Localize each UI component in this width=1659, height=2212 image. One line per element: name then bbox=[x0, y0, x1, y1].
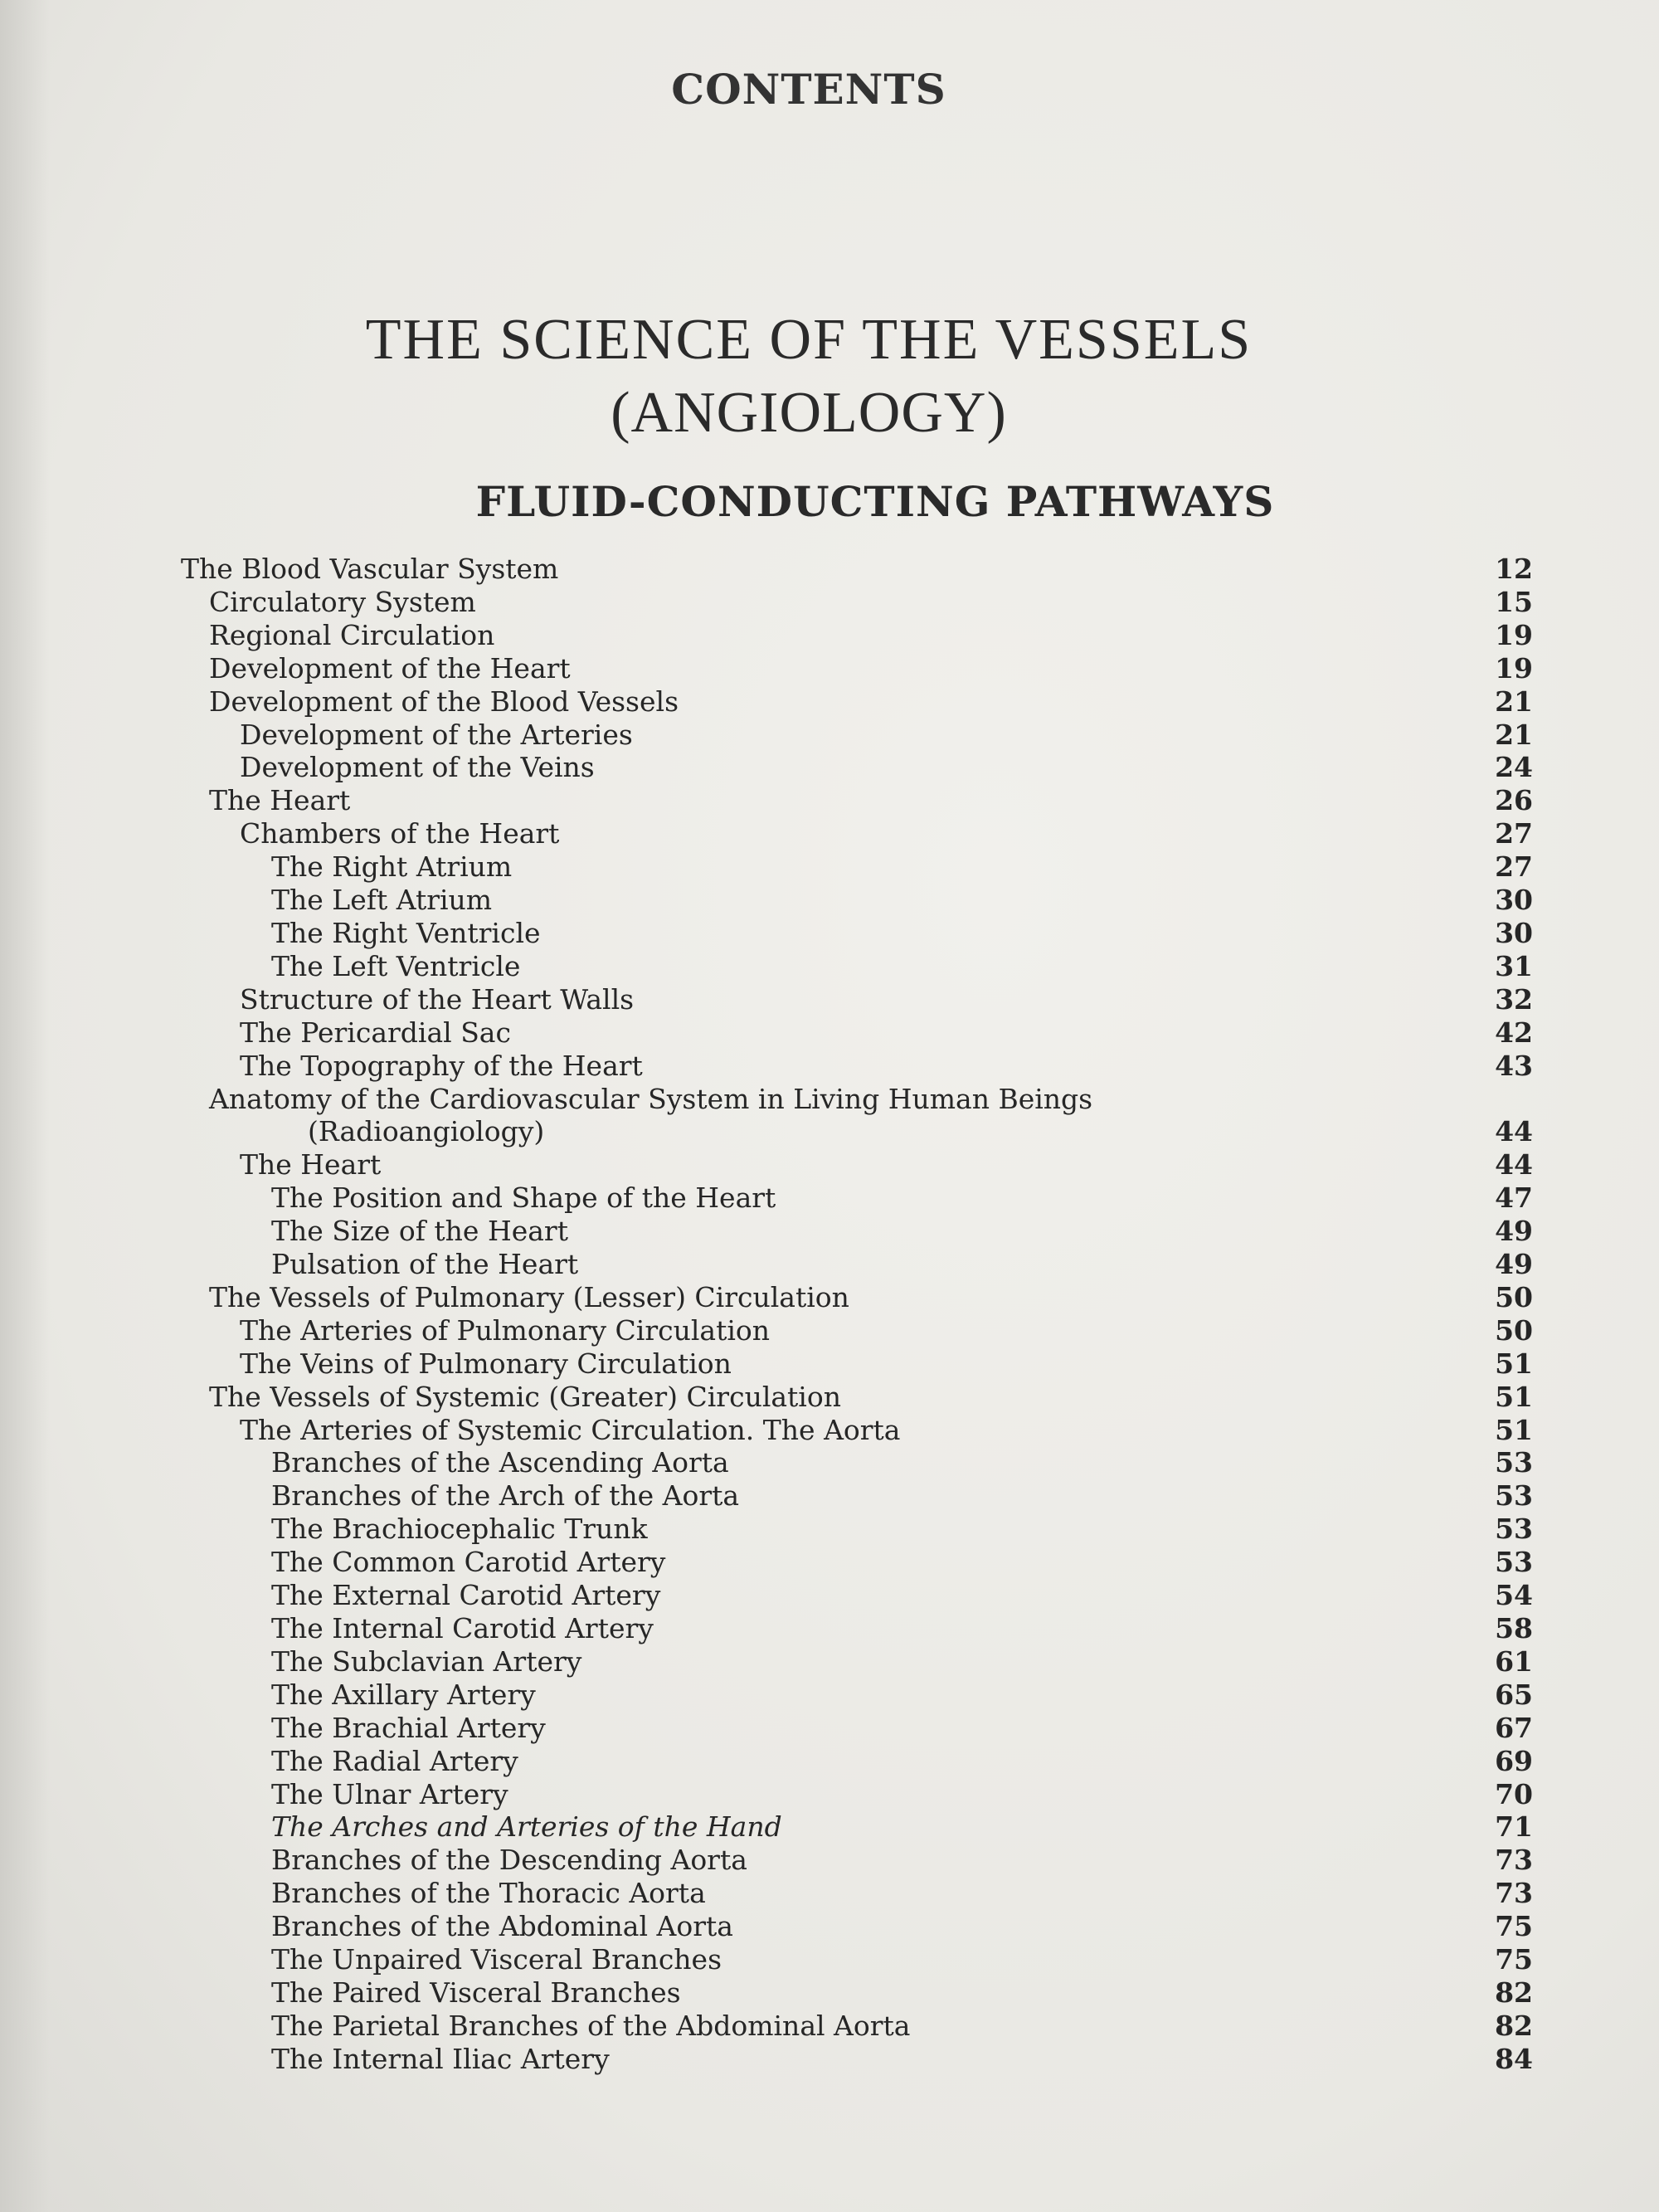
toc-entry bbox=[181, 1910, 1533, 1943]
toc-entry bbox=[181, 1347, 1533, 1381]
toc-entry-title bbox=[181, 917, 541, 950]
part-subtitle: (ANGIOLOGY) bbox=[611, 381, 1007, 445]
toc-entry bbox=[181, 817, 1533, 850]
toc-entry-title bbox=[181, 1248, 578, 1281]
toc-entry bbox=[181, 1612, 1533, 1645]
toc-page-number: 47 bbox=[1495, 1182, 1533, 1215]
toc-entry-title bbox=[181, 1712, 546, 1745]
toc-page-number: 51 bbox=[1495, 1347, 1533, 1380]
toc-entry-title bbox=[181, 1943, 722, 1976]
toc-entry-title bbox=[181, 1844, 747, 1877]
toc-entry-title bbox=[181, 553, 558, 586]
toc-page-number: 30 bbox=[1495, 884, 1533, 917]
toc-entry bbox=[181, 2010, 1533, 2043]
table-of-contents bbox=[181, 553, 1533, 2076]
toc-entry-title bbox=[181, 1745, 518, 1778]
toc-entry-title bbox=[181, 1381, 841, 1414]
toc-entry bbox=[181, 1712, 1533, 1745]
toc-entry-title bbox=[181, 652, 571, 685]
toc-entry-title bbox=[181, 1877, 706, 1910]
toc-entry bbox=[181, 1446, 1533, 1479]
toc-entry-title-text: The Radial Artery bbox=[271, 1744, 518, 1777]
toc-page-number: 54 bbox=[1495, 1579, 1533, 1612]
toc-page-number: 32 bbox=[1495, 982, 1533, 1016]
toc-page-number: 15 bbox=[1495, 585, 1533, 618]
toc-entry-title-text: Anatomy of the Cardiovascular System in Living Human Beings bbox=[209, 1082, 1093, 1115]
toc-entry-title bbox=[181, 950, 520, 983]
toc-entry bbox=[181, 1381, 1533, 1414]
toc-entry bbox=[181, 1016, 1533, 1050]
toc-page-number: 58 bbox=[1495, 1612, 1533, 1644]
toc-entry-title-text: The Brachial Artery bbox=[271, 1711, 546, 1744]
toc-entry-title bbox=[181, 719, 633, 752]
toc-page-number: 30 bbox=[1495, 916, 1533, 949]
toc-entry-title-text: The Heart bbox=[240, 1148, 382, 1182]
toc-entry-title-text: The Ulnar Artery bbox=[271, 1777, 508, 1810]
toc-entry bbox=[181, 1248, 1533, 1281]
toc-page-number: 21 bbox=[1495, 718, 1533, 751]
toc-entry-title-text: Development of the Blood Vessels bbox=[209, 685, 679, 718]
toc-page-number: 73 bbox=[1495, 1877, 1533, 1910]
toc-entry-title bbox=[181, 2010, 910, 2043]
toc-entry bbox=[181, 1976, 1533, 2010]
toc-entry-title-text: The Pericardial Sac bbox=[240, 1016, 511, 1049]
toc-entry-title bbox=[181, 1976, 681, 2010]
toc-entry-title-text: Chambers of the Heart bbox=[240, 817, 560, 850]
toc-entry bbox=[181, 917, 1533, 950]
toc-entry-title-text: The Right Atrium bbox=[271, 850, 513, 884]
toc-page-number: 51 bbox=[1495, 1380, 1533, 1413]
toc-entry bbox=[181, 1579, 1533, 1612]
toc-entry-title bbox=[181, 983, 634, 1016]
toc-entry-title bbox=[181, 1513, 648, 1546]
section-title: FLUID-CONDUCTING PATHWAYS bbox=[475, 477, 1275, 526]
toc-entry bbox=[181, 784, 1533, 817]
toc-entry-title bbox=[181, 1446, 729, 1479]
toc-page-number: 65 bbox=[1495, 1678, 1533, 1711]
toc-page-number: 67 bbox=[1495, 1711, 1533, 1744]
toc-entry-title-text: Regional Circulation bbox=[209, 618, 495, 651]
toc-entry-title bbox=[181, 1016, 511, 1050]
toc-entry-continuation: (Radioangiology) bbox=[308, 1115, 545, 1148]
contents-header: CONTENTS bbox=[671, 65, 946, 114]
toc-entry-title-text: The Topography of the Heart bbox=[240, 1049, 643, 1082]
toc-entry-title-text: Development of the Veins bbox=[240, 751, 595, 784]
toc-page-number: 53 bbox=[1495, 1479, 1533, 1513]
toc-entry bbox=[181, 1513, 1533, 1546]
toc-entry-title-text: The Vessels of Pulmonary (Lesser) Circulation bbox=[209, 1280, 849, 1313]
toc-entry-title-text: The Subclavian Artery bbox=[271, 1644, 582, 1678]
toc-entry-title-text: The Axillary Artery bbox=[271, 1678, 536, 1711]
toc-page-number: 61 bbox=[1495, 1644, 1533, 1678]
toc-entry bbox=[181, 2043, 1533, 2076]
toc-page-number: 69 bbox=[1495, 1744, 1533, 1777]
toc-entry-title-text: Branches of the Arch of the Aorta bbox=[271, 1479, 740, 1513]
toc-page-number: 24 bbox=[1495, 751, 1533, 784]
toc-page-number: 49 bbox=[1495, 1248, 1533, 1281]
toc-entry-title bbox=[181, 1579, 660, 1612]
toc-entry-title bbox=[181, 1182, 776, 1215]
toc-entry-title bbox=[181, 2043, 610, 2076]
toc-entry-title bbox=[181, 884, 492, 917]
toc-entry-title-text: The External Carotid Artery bbox=[271, 1579, 661, 1612]
toc-entry bbox=[181, 719, 1533, 752]
toc-entry-title-text: The Parietal Branches of the Abdominal Aorta bbox=[271, 2009, 911, 2042]
toc-entry bbox=[181, 884, 1533, 917]
toc-page-number: 71 bbox=[1495, 1810, 1533, 1844]
toc-entry-title-text: The Right Ventricle bbox=[271, 916, 541, 949]
toc-page-number: 27 bbox=[1495, 817, 1533, 850]
toc-entry-title-text: The Heart bbox=[209, 784, 351, 817]
toc-entry-title bbox=[181, 1546, 665, 1579]
toc-entry-title bbox=[181, 1050, 643, 1083]
toc-entry bbox=[181, 1050, 1533, 1083]
toc-page-number: 75 bbox=[1495, 1910, 1533, 1943]
part-title: THE SCIENCE OF THE VESSELS bbox=[365, 308, 1253, 372]
toc-page-number: 44 bbox=[1495, 1148, 1533, 1182]
toc-entry-title bbox=[181, 1314, 770, 1347]
toc-page-number: 51 bbox=[1495, 1413, 1533, 1446]
toc-entry-title-text: The Internal Carotid Artery bbox=[271, 1612, 654, 1644]
toc-entry-title-text: Development of the Arteries bbox=[240, 718, 633, 751]
toc-entry bbox=[181, 1414, 1533, 1447]
toc-entry-title bbox=[181, 685, 679, 719]
toc-page-number: 82 bbox=[1495, 1976, 1533, 2009]
toc-entry-title bbox=[181, 1612, 654, 1645]
toc-entry bbox=[181, 1943, 1533, 1976]
toc-entry bbox=[181, 1844, 1533, 1877]
toc-entry-title bbox=[181, 1678, 536, 1712]
toc-entry bbox=[181, 850, 1533, 884]
toc-entry bbox=[181, 619, 1533, 652]
toc-entry bbox=[181, 1148, 1533, 1182]
toc-page-number: 12 bbox=[1495, 553, 1533, 585]
toc-page-number: 43 bbox=[1495, 1049, 1533, 1082]
toc-entry bbox=[181, 1083, 1533, 1149]
toc-entry bbox=[181, 1778, 1533, 1811]
toc-entry-title-text: The Arteries of Systemic Circulation. The Aorta bbox=[240, 1413, 901, 1446]
toc-entry-title bbox=[181, 1414, 900, 1447]
toc-entry bbox=[181, 1745, 1533, 1778]
toc-entry-title bbox=[181, 751, 595, 784]
toc-entry bbox=[181, 1810, 1533, 1844]
toc-page-number: 53 bbox=[1495, 1546, 1533, 1579]
toc-entry-title-text: Branches of the Thoracic Aorta bbox=[271, 1877, 706, 1910]
toc-entry-title bbox=[181, 586, 476, 619]
toc-entry-title-text: Pulsation of the Heart bbox=[271, 1248, 579, 1281]
toc-entry bbox=[181, 1479, 1533, 1513]
toc-entry-title-text: The Paired Visceral Branches bbox=[271, 1976, 681, 2009]
toc-entry bbox=[181, 1645, 1533, 1678]
toc-entry-title bbox=[181, 784, 350, 817]
toc-entry bbox=[181, 751, 1533, 784]
toc-entry-title-text: The Common Carotid Artery bbox=[271, 1546, 666, 1579]
toc-entry-title bbox=[181, 1479, 739, 1513]
toc-entry-title-text: The Veins of Pulmonary Circulation bbox=[240, 1347, 732, 1380]
toc-page-number: 50 bbox=[1495, 1280, 1533, 1313]
toc-entry-title bbox=[181, 1910, 733, 1943]
toc-entry-title-text: The Size of the Heart bbox=[271, 1215, 568, 1248]
toc-page-number: 53 bbox=[1495, 1513, 1533, 1546]
toc-entry bbox=[181, 586, 1533, 619]
toc-page-number: 31 bbox=[1495, 949, 1533, 982]
toc-page-number: 44 bbox=[1495, 1115, 1533, 1148]
toc-page-number: 26 bbox=[1495, 784, 1533, 817]
toc-entry-title bbox=[181, 1645, 581, 1678]
toc-entry bbox=[181, 1281, 1533, 1314]
toc-entry bbox=[181, 950, 1533, 983]
toc-entry bbox=[181, 1546, 1533, 1579]
toc-page-number: 42 bbox=[1495, 1016, 1533, 1049]
toc-entry-title bbox=[181, 1810, 782, 1844]
toc-entry-title-text: The Arches and Arteries of the Hand bbox=[271, 1810, 782, 1844]
toc-entry-title-text: The Brachiocephalic Trunk bbox=[271, 1513, 648, 1546]
toc-entry-title-text: Branches of the Descending Aorta bbox=[271, 1844, 747, 1877]
toc-entry-title-text: The Internal Iliac Artery bbox=[271, 2042, 610, 2075]
toc-entry-title bbox=[181, 1347, 732, 1381]
toc-entry-title bbox=[181, 619, 494, 652]
toc-entry bbox=[181, 1678, 1533, 1712]
toc-page-number: 19 bbox=[1495, 651, 1533, 685]
toc-page-number: 19 bbox=[1495, 618, 1533, 651]
toc-page-number: 50 bbox=[1495, 1313, 1533, 1347]
toc-entry-title-text: The Vessels of Systemic (Greater) Circulation bbox=[209, 1380, 841, 1413]
toc-entry bbox=[181, 1215, 1533, 1248]
toc-page-number: 75 bbox=[1495, 1943, 1533, 1976]
toc-page-number: 53 bbox=[1495, 1446, 1533, 1479]
toc-page-number: 84 bbox=[1495, 2042, 1533, 2075]
toc-entry-title bbox=[181, 1778, 508, 1811]
toc-page-number: 21 bbox=[1495, 685, 1533, 718]
toc-entry-title bbox=[181, 817, 559, 850]
toc-entry-title-text: The Unpaired Visceral Branches bbox=[271, 1943, 722, 1976]
toc-entry-title bbox=[181, 1215, 568, 1248]
toc-entry-title-text: Structure of the Heart Walls bbox=[240, 982, 635, 1016]
toc-entry-title-text: The Blood Vascular System bbox=[181, 553, 559, 585]
toc-entry-title-text: The Position and Shape of the Heart bbox=[271, 1182, 776, 1215]
toc-entry bbox=[181, 1314, 1533, 1347]
toc-page-number: 73 bbox=[1495, 1844, 1533, 1877]
toc-entry-title-text: Branches of the Abdominal Aorta bbox=[271, 1910, 733, 1943]
toc-entry bbox=[181, 685, 1533, 719]
toc-entry bbox=[181, 553, 1533, 586]
toc-entry-title bbox=[181, 850, 512, 884]
toc-entry bbox=[181, 652, 1533, 685]
toc-entry bbox=[181, 1877, 1533, 1910]
toc-entry-title-text: Branches of the Ascending Aorta bbox=[271, 1446, 729, 1479]
toc-page-number: 27 bbox=[1495, 850, 1533, 884]
toc-entry-title-text: Development of the Heart bbox=[209, 651, 571, 685]
toc-entry-title bbox=[181, 1083, 1092, 1149]
toc-entry bbox=[181, 1182, 1533, 1215]
toc-page-number: 82 bbox=[1495, 2009, 1533, 2042]
toc-entry-title-text: The Arteries of Pulmonary Circulation bbox=[240, 1313, 771, 1347]
toc-entry bbox=[181, 983, 1533, 1016]
toc-page-number: 70 bbox=[1495, 1777, 1533, 1810]
toc-page-number: 49 bbox=[1495, 1215, 1533, 1248]
toc-entry-title bbox=[181, 1281, 849, 1314]
toc-entry-title-text: The Left Atrium bbox=[271, 884, 493, 917]
toc-entry-title-text: The Left Ventricle bbox=[271, 949, 521, 982]
toc-entry-title bbox=[181, 1148, 381, 1182]
toc-entry-title-text: Circulatory System bbox=[209, 585, 476, 618]
